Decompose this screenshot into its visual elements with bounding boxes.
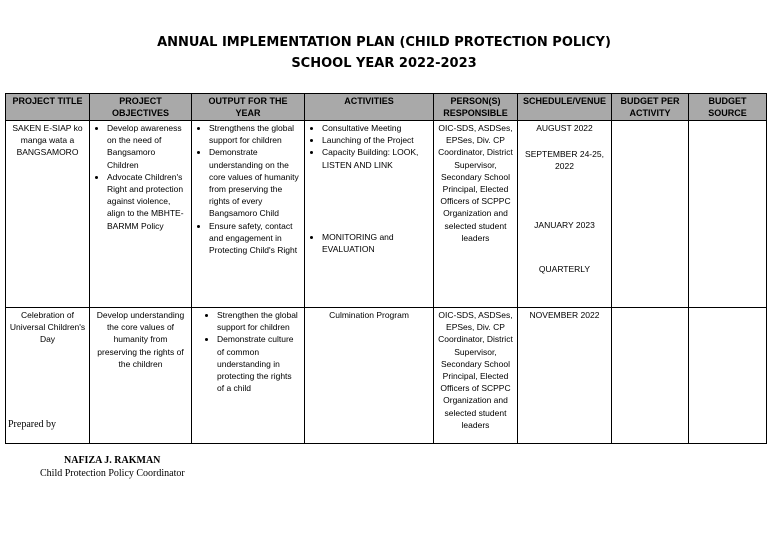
activity-item: • Capacity Building: LOOK, LISTEN AND LINK (322, 146, 430, 170)
budget-cell (612, 121, 689, 308)
signatory-position: Child Protection Policy Coordinator (40, 468, 185, 479)
header-budget-per-activity: BUDGET PER ACTIVITY (612, 94, 689, 121)
schedule-item: JANUARY 2023 (534, 219, 595, 230)
budget-source-cell (689, 308, 767, 444)
activity-item: • Launching of the Project (322, 134, 430, 146)
schedule-item: QUARTERLY (538, 263, 591, 274)
header-output: OUTPUT FOR THE YEAR (192, 94, 305, 121)
project-title-cell: SAKEN E-SIAP ko manga wata a BANGSAMORO (6, 121, 90, 308)
header-budget-source: BUDGET SOURCE (689, 94, 767, 121)
output-item: • Strengthens the global support for children (209, 122, 301, 146)
objectives-cell: Develop understanding the core values of humanity from preserving the rights of the children (90, 308, 192, 444)
header-persons-responsible: PERSON(S) RESPONSIBLE (434, 94, 518, 121)
header-project-objectives: PROJECT OBJECTIVES (90, 94, 192, 121)
header-schedule-venue: SCHEDULE/VENUE (518, 94, 612, 121)
objective-item: • Develop awareness on the need of Bangsamoro Children (107, 122, 188, 171)
output-item: • Ensure safety, contact and engagement in Protecting Child's Right (209, 220, 301, 257)
schedule-item: SEPTEMBER 24-25, 2022 (525, 149, 604, 172)
output-cell (192, 308, 305, 444)
activities-cell (305, 121, 434, 308)
objectives-cell (90, 121, 192, 308)
table-row (6, 308, 767, 444)
header-project-title: PROJECT TITLE (6, 94, 90, 121)
activities-cell: Culmination Program (305, 308, 434, 444)
table-row (6, 121, 767, 308)
objective-item: • Advocate Children's Right and protection against violence, align to the MBHTE-BARMM Policy (107, 171, 188, 232)
persons-cell: OIC-SDS, ASDSes, EPSes, Div. CP Coordinator, District Supervisor, Secondary School Principal, Elected Officers of SCPPC Organization and selected student leaders (434, 308, 518, 444)
signatory-name: NAFIZA J. RAKMAN (64, 455, 161, 466)
implementation-plan-table (5, 93, 767, 444)
document-title: ANNUAL IMPLEMENTATION PLAN (CHILD PROTECTION POLICY) (157, 35, 611, 50)
schedule-cell (518, 121, 612, 308)
persons-cell: OIC-SDS, ASDSes, EPSes, Div. CP Coordinator, District Supervisor, Secondary School Principal, Elected Officers of SCPPC Organization and selected student leaders (434, 121, 518, 308)
activity-item: • Consultative Meeting (322, 122, 430, 134)
activity-item: • MONITORING and EVALUATION (322, 231, 430, 255)
schedule-item: AUGUST 2022 (536, 123, 593, 133)
output-item: • Demonstrate culture of common understanding in protecting the rights of a child (217, 333, 301, 394)
output-item: • Demonstrate understanding on the core values of humanity from preserving the rights of every Bangsamoro Child (209, 146, 301, 219)
budget-source-cell (689, 121, 767, 308)
header-activities: ACTIVITIES (305, 94, 434, 121)
school-year: SCHOOL YEAR 2022-2023 (291, 56, 477, 71)
schedule-cell: NOVEMBER 2022 (518, 308, 612, 444)
budget-cell (612, 308, 689, 444)
output-item: • Strengthen the global support for children (217, 309, 301, 333)
header-row (6, 94, 767, 121)
output-cell (192, 121, 305, 308)
project-title-cell: Celebration of Universal Children's Day (6, 308, 90, 444)
prepared-by-label: Prepared by (8, 419, 57, 430)
